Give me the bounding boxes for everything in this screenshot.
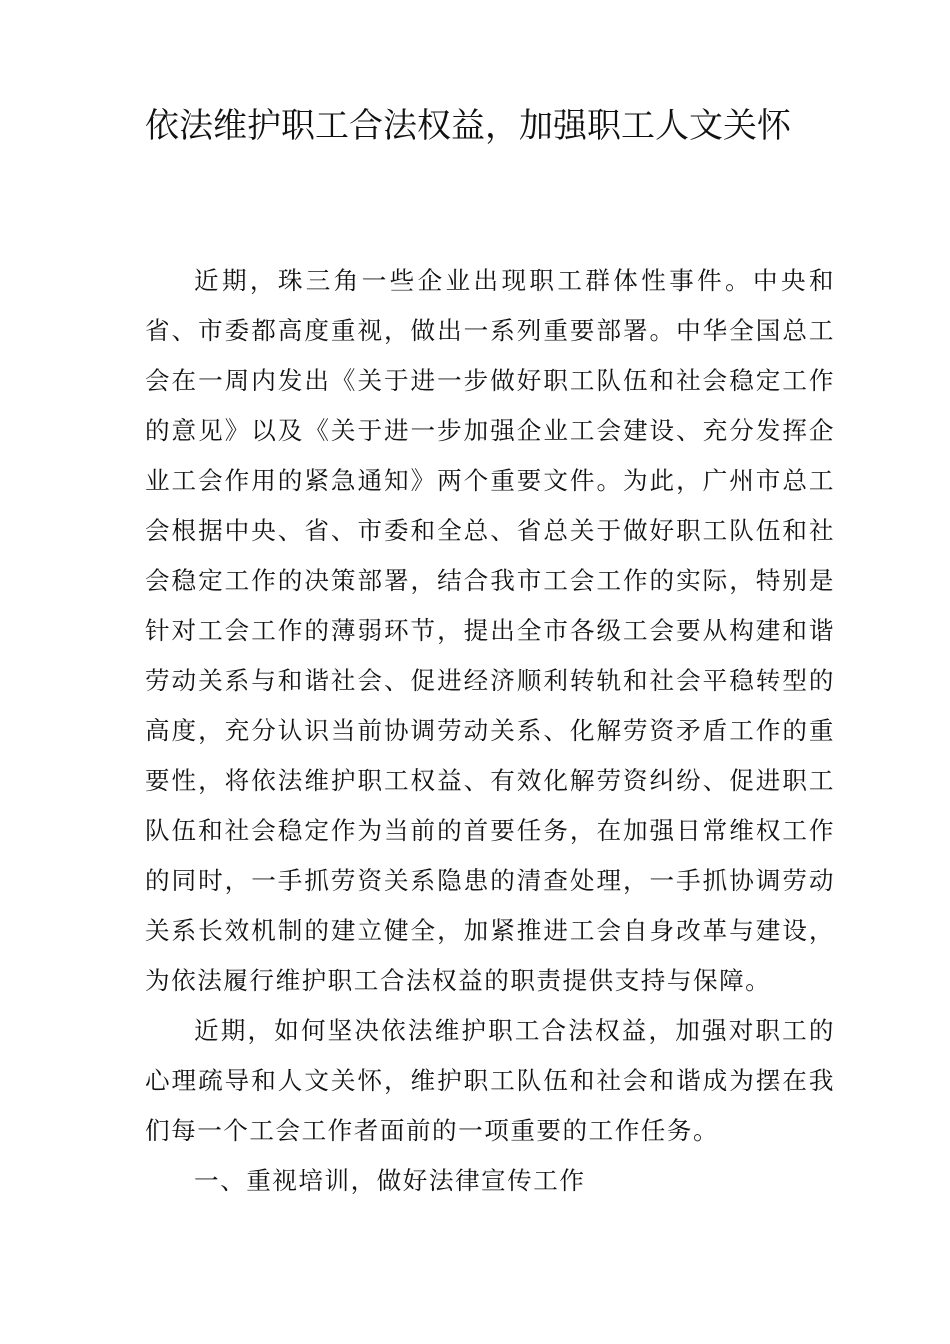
section-heading: 一、重视培训，做好法律宣传工作 bbox=[194, 1166, 586, 1195]
document-title: 依法维护职工合法权益，加强职工人文关怀 bbox=[145, 106, 791, 146]
document-body bbox=[145, 256, 835, 1206]
paragraph-1: 近期，珠三角一些企业出现职工群体性事件。中央和省、市委都高度重视，做出一系列重要部署。中华全国总工会在一周内发出《关于进一步做好职工队伍和社会稳定工作的意见》以及《关于进一步加强企业工会建设、充分发挥企业工会作用的紧急通知》两个重要文件。为此，广州市总工会根据中央、省、市委和全总、省总关于做好职工队伍和社会稳定工作的决策部署，结合我市工会工作的实际，特别是针对工会工作的薄弱环节，提出全市各级工会要从构建和谐劳动关系与和谐社会、促进经济顺利转轨和社会平稳转型的高度，充分认识当前协调劳动关系、化解劳资矛盾工作的重要性，将依法维护职工权益、有效化解劳资纠纷、促进职工队伍和社会稳定作为当前的首要任务，在加强日常维权工作的同时，一手抓劳资关系隐患的清查处理，一手抓协调劳动关系长效机制的建立健全，加紧推进工会自身改革与建设，为依法履行维护职工合法权益的职责提供支持与保障。 bbox=[145, 266, 835, 995]
paragraph-2: 近期，如何坚决依法维护职工合法权益，加强对职工的心理疏导和人文关怀，维护职工队伍和社会和谐成为摆在我们每一个工会工作者面前的一项重要的工作任务。 bbox=[145, 1016, 835, 1145]
